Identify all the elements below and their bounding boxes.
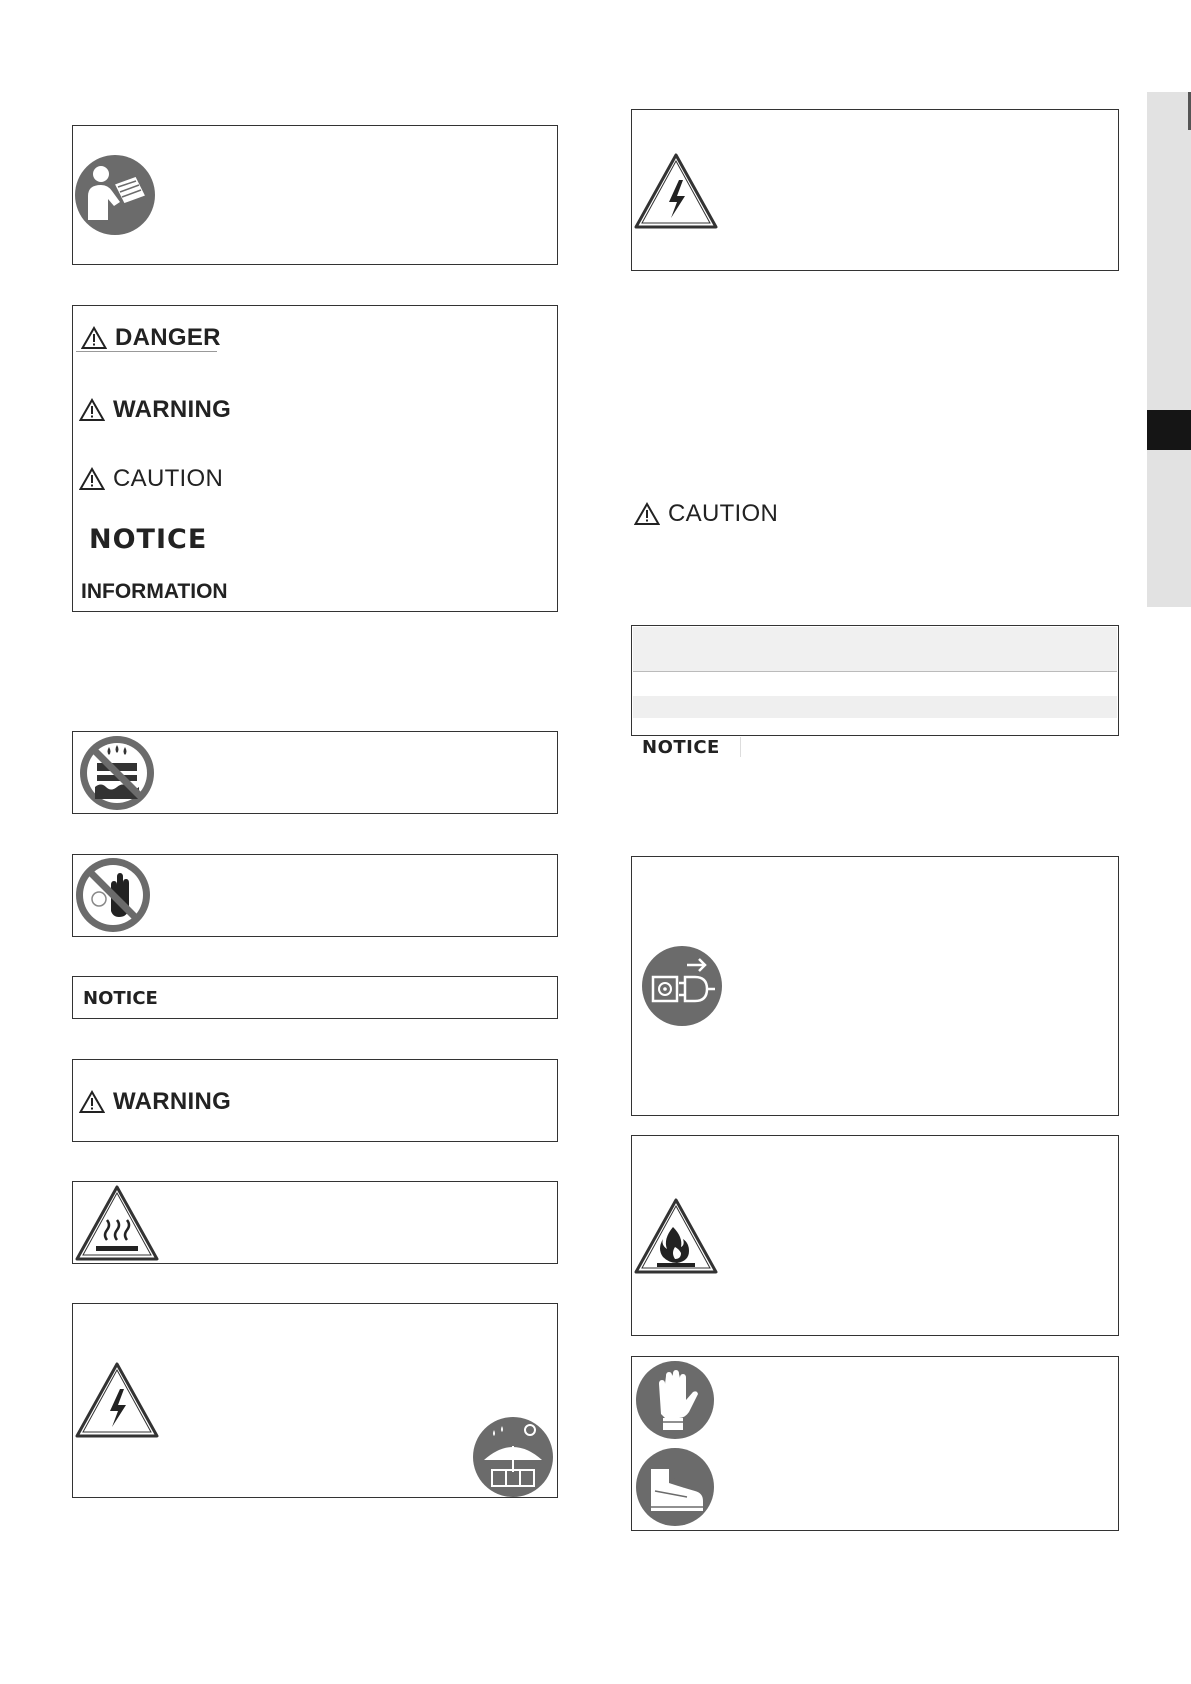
notice-box-label: NOTICE <box>83 988 158 1009</box>
warning-box-signal <box>79 1088 231 1116</box>
danger-underline <box>76 351 217 352</box>
table-notice-label: NOTICE <box>642 737 720 758</box>
notice-box <box>72 976 558 1019</box>
table-header-row <box>633 627 1117 672</box>
warning-box <box>72 1059 558 1142</box>
wear-gloves-icon <box>635 1360 715 1440</box>
notice-divider <box>740 737 741 757</box>
chapter-tab <box>1147 92 1191 607</box>
caution-right-label: CAUTION <box>668 500 779 527</box>
flammable-icon <box>633 1197 719 1275</box>
safety-shoes-icon <box>635 1447 715 1527</box>
danger-signal <box>81 324 221 352</box>
notice-label: NOTICE <box>89 524 208 555</box>
electric-hazard-icon <box>74 1361 160 1439</box>
unplug-box <box>631 856 1119 1116</box>
warning-triangle-icon <box>79 1090 105 1114</box>
danger-label: DANGER <box>115 324 221 351</box>
warning-signal <box>79 396 231 424</box>
read-manual-icon <box>74 154 156 236</box>
information-label: INFORMATION <box>81 580 228 603</box>
electric-hazard-box <box>631 109 1119 271</box>
no-water-box <box>72 731 558 814</box>
signal-words-box <box>72 305 558 612</box>
hot-surface-box <box>72 1181 558 1264</box>
hot-surface-icon <box>74 1184 160 1262</box>
chapter-tab-marker <box>1147 410 1191 450</box>
do-not-touch-icon <box>75 857 151 933</box>
warning-triangle-icon <box>81 326 107 350</box>
warning-triangle-icon <box>79 467 105 491</box>
flammable-box <box>631 1135 1119 1336</box>
ppe-box <box>631 1356 1119 1531</box>
electric-keep-dry-box <box>72 1303 558 1498</box>
read-manual-box <box>72 125 558 265</box>
warning-box-label: WARNING <box>113 1088 232 1115</box>
table-row <box>633 696 1117 718</box>
do-not-touch-box <box>72 854 558 937</box>
warning-triangle-icon <box>79 398 105 422</box>
keep-dry-icon <box>472 1416 554 1498</box>
caution-signal <box>79 465 223 493</box>
spec-table <box>631 625 1119 736</box>
warning-label: WARNING <box>113 396 232 423</box>
electric-hazard-icon <box>633 152 719 230</box>
no-water-cleaning-icon <box>79 735 155 811</box>
caution-signal-right <box>634 500 778 528</box>
caution-label: CAUTION <box>113 465 224 492</box>
unplug-icon <box>641 945 723 1027</box>
warning-triangle-icon <box>634 502 660 526</box>
